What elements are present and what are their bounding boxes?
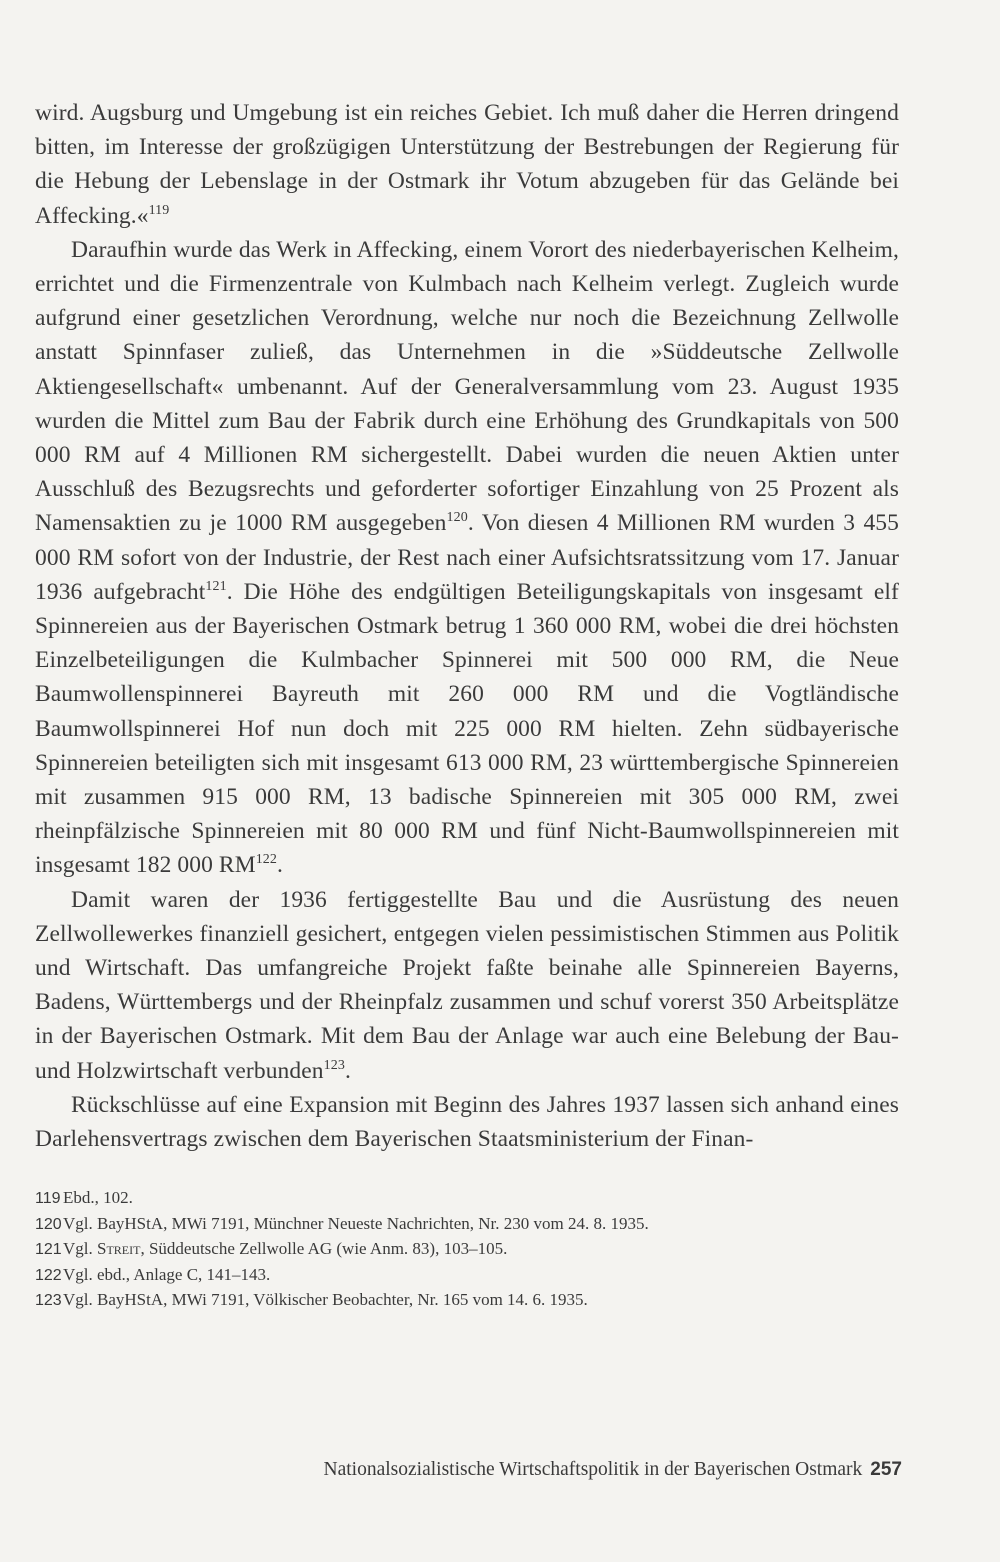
footnote-122: [35, 1263, 895, 1289]
footnote-author: Streit: [97, 1239, 141, 1259]
footnote-number: 122: [35, 1266, 62, 1284]
paragraph-text: . Die Höhe des endgültigen Beteiligungskapitals von insgesamt elf Spinnereien aus der Bayerischen Ostmark betrug 1 360 000 RM, wobei die drei höchsten Einzelbeteiligungen die Kulmbacher Spinnerei mit 500 000 RM, die Neue Baumwollenspinnerei Bayreuth mit 260 000 RM und die Vogtländische Baumwollspinnerei Hof nun doch mit 225 000 RM hielten. Zehn südbayerische Spinnereien beteiligten sich mit insgesamt 613 000 RM, 23 württembergische Spinnereien mit zusammen 915 000 RM, 13 badische Spinnereien mit 305 000 RM, zwei rheinpfälzische Spinnereien mit 80 000 RM und fünf Nicht-Baumwollspinnereien mit insgesamt 182 000 RM: [35, 578, 899, 879]
page-number: 257: [870, 1459, 902, 1480]
paragraph-text: Rückschlüsse auf eine Expansion mit Beginn des Jahres 1937 lassen sich anhand eines Darlehensvertrags zwischen dem Bayerischen Staatsministerium der Finan-: [35, 1091, 899, 1153]
running-title: Nationalsozialistische Wirtschaftspolitik in der Bayerischen Ostmark: [323, 1459, 863, 1480]
footnote-ref-121: 121: [205, 578, 227, 594]
footnote-120: [35, 1212, 895, 1238]
paragraph-1: [35, 96, 899, 233]
body-text: [35, 96, 899, 1156]
paragraph-text: . Von diesen 4 Millionen RM wurden 3 455 000 RM sofort von der Industrie, der Rest nach einer Aufsichtsratssitzung vom 17. Januar 1936 aufgebracht: [35, 510, 900, 605]
footnote-text: Vgl. BayHStA, MWi 7191, Münchner Neueste Nachrichten, Nr. 230 vom 24. 8. 1935.: [63, 1213, 649, 1233]
footnote-number: 120: [35, 1215, 62, 1233]
footnote-121: [35, 1237, 895, 1263]
footnote-number: 119: [35, 1190, 61, 1207]
footnote-text: Vgl. ebd., Anlage C, 141–143.: [63, 1264, 271, 1284]
footnote-ref-120: 120: [446, 510, 468, 526]
paragraph-tail: .: [277, 852, 283, 879]
footnote-119: [35, 1186, 895, 1212]
footnote-ref-123: 123: [323, 1057, 345, 1073]
footnote-ref-122: 122: [255, 852, 277, 868]
paragraph-tail: .: [344, 1057, 351, 1084]
paragraph-4: [35, 1088, 899, 1156]
page-footer: [324, 1459, 902, 1481]
paragraph-text: Damit waren der 1936 fertiggestellte Bau und die Ausrüstung des neuen Zellwollewerkes finanziell gesichert, entgegen vielen pessimistischen Stimmen aus Politik und Wirtschaft. Das umfangreiche Projekt faßte beinahe alle Spinnereien Bayerns, Badens, Württembergs und der Rheinpfalz zusammen und schuf vorerst 350 Arbeitsplätze in der Bayerischen Ostmark. Mit dem Bau der Anlage war auch eine Belebung der Bau- und Holzwirtschaft verbunden: [35, 886, 899, 1084]
footnote-text: Vgl. BayHStA, MWi 7191, Völkischer Beobachter, Nr. 165 vom 14. 6. 1935.: [63, 1290, 588, 1310]
paragraph-text: Daraufhin wurde das Werk in Affecking, einem Vorort des niederbayerischen Kelheim, errichtet und die Firmenzentrale von Kulmbach nach Kelheim verlegt. Zugleich wurde aufgrund einer gesetzlichen Verordnung, welche nur noch die Bezeichnung Zellwolle anstatt Spinnfaser zuließ, das Unternehmen in die »Süddeutsche Zellwolle Aktiengesellschaft« umbenannt. Auf der Generalversammlung vom 23. August 1935 wurden die Mittel zum Bau der Fabrik durch eine Erhöhung des Grundkapitals von 500 000 RM auf 4 Millionen RM sichergestellt. Dabei wurden die neuen Aktien unter Ausschluß des Bezugsrechts und geforderter sofortiger Einzahlung von 25 Prozent als Namensaktien zu je 1000 RM ausgegeben: [35, 236, 899, 537]
paragraph-3: [35, 883, 899, 1088]
footnote-number: 121: [35, 1241, 62, 1259]
footnotes: [35, 1186, 895, 1314]
footnote-text: Vgl.: [63, 1239, 97, 1259]
footnote-number: 123: [35, 1292, 62, 1310]
paragraph-2: [35, 233, 899, 883]
footnote-text: , Süddeutsche Zellwolle AG (wie Anm. 83), 103–105.: [140, 1239, 508, 1259]
footnote-ref-119: 119: [148, 202, 170, 218]
footnote-text: Ebd., 102.: [63, 1188, 133, 1207]
footnote-123: [35, 1288, 895, 1314]
paragraph-text: wird. Augsburg und Umgebung ist ein reiches Gebiet. Ich muß daher die Herren dringend bitten, im Interesse der großzügigen Unterstützung der Bestrebungen der Regierung für die Hebung der Lebenslage in der Ostmark ihr Votum abzugeben für das Gelände bei Affecking.«: [35, 100, 899, 229]
